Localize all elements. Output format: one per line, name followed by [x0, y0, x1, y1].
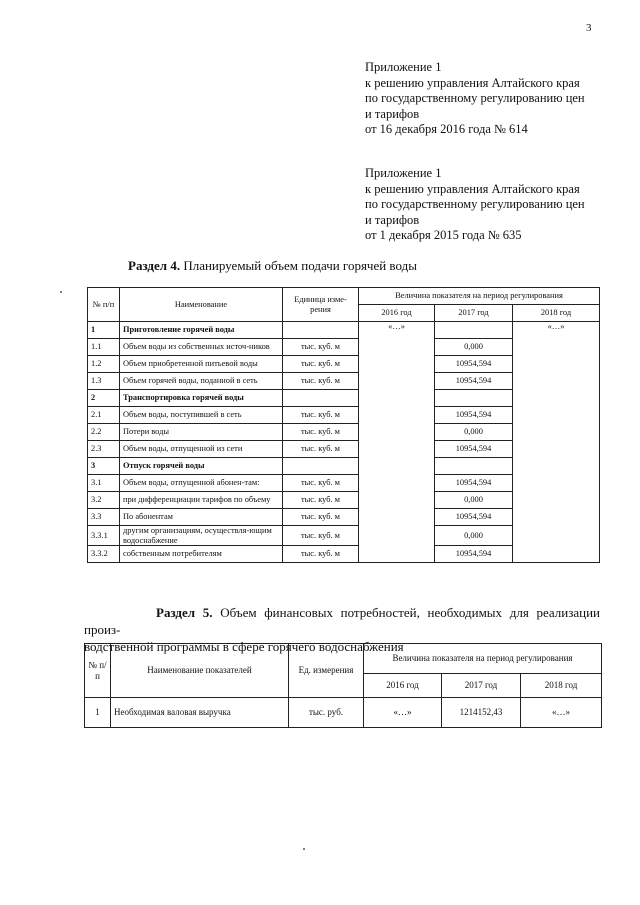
appendix-2-line: от 1 декабря 2015 года № 635 — [365, 228, 522, 242]
appendix-1-line: и тарифов — [365, 106, 420, 121]
appendix-1-line: по государственному регулированию цен — [365, 91, 585, 105]
row-unit: тыс. куб. м — [283, 546, 359, 563]
s5-header-2016: 2016 год — [364, 674, 442, 698]
row-2017-value: 0,000 — [435, 424, 513, 441]
scan-speck — [303, 848, 305, 850]
section-5-heading-line-2: водственной программы в сфере горячего водоснабжения — [84, 639, 404, 654]
header-unit: Единица изме-рения — [283, 288, 359, 322]
appendix-2-line: Приложение 1 — [365, 166, 442, 180]
row-2017-value: 10954,594 — [435, 356, 513, 373]
header-2018: 2018 год — [513, 305, 600, 322]
s5-header-num: № п/п — [85, 644, 111, 698]
row-2017-value: 0,000 — [435, 339, 513, 356]
appendix-header-1 — [365, 60, 585, 138]
row-2017-value — [435, 458, 513, 475]
row-2018-marker: «…» — [513, 322, 600, 563]
row-2017-value: 10954,594 — [435, 441, 513, 458]
row-num: 1.3 — [88, 373, 120, 390]
section-5-table — [84, 643, 602, 728]
row-2016-marker: «…» — [359, 322, 435, 563]
row-num: 3.2 — [88, 492, 120, 509]
row-unit — [283, 390, 359, 407]
section-4-heading: Планируемый объем подачи горячей воды — [183, 258, 417, 273]
s5-row-num: 1 — [85, 698, 111, 728]
s5-row-2017: 1214152,43 — [442, 698, 521, 728]
section-4-table — [87, 287, 600, 563]
row-unit: тыс. куб. м — [283, 373, 359, 390]
row-num: 2.1 — [88, 407, 120, 424]
row-name: Транспортировка горячей воды — [120, 390, 283, 407]
row-num: 3.3 — [88, 509, 120, 526]
header-period: Величина показателя на период регулирования — [359, 288, 600, 305]
row-name: Объем горячей воды, поданной в сеть — [120, 373, 283, 390]
appendix-header-2 — [365, 166, 585, 244]
s5-header-name: Наименование показателей — [111, 644, 289, 698]
appendix-1-line: Приложение 1 — [365, 60, 442, 74]
row-unit: тыс. куб. м — [283, 509, 359, 526]
appendix-2-line: и тарифов — [365, 212, 420, 227]
appendix-1-line: от 16 декабря 2016 года № 614 — [365, 122, 528, 136]
section-4-prefix: Раздел 4. — [128, 258, 181, 273]
header-num: № п/п — [88, 288, 120, 322]
row-2017-value: 10954,594 — [435, 509, 513, 526]
row-num: 3.3.2 — [88, 546, 120, 563]
row-num: 2.3 — [88, 441, 120, 458]
row-name: Потери воды — [120, 424, 283, 441]
scan-speck — [60, 291, 62, 293]
s5-header-unit: Ед. измерения — [289, 644, 364, 698]
row-num: 2 — [88, 390, 120, 407]
s5-row-unit: тыс. руб. — [289, 698, 364, 728]
row-unit: тыс. куб. м — [283, 407, 359, 424]
s5-header-2018: 2018 год — [521, 674, 602, 698]
appendix-1-line: к решению управления Алтайского края — [365, 75, 580, 90]
page-number: 3 — [586, 22, 592, 34]
row-num: 3.1 — [88, 475, 120, 492]
row-name: другим организациям, осуществля-ющим водоснабжение — [120, 526, 283, 546]
row-name: Объем воды, поступившей в сеть — [120, 407, 283, 424]
row-num: 2.2 — [88, 424, 120, 441]
row-num: 1 — [88, 322, 120, 339]
row-name: Приготовление горячей воды — [120, 322, 283, 339]
row-name: Отпуск горячей воды — [120, 458, 283, 475]
section-4-title — [128, 258, 417, 274]
s5-row-2016: «…» — [364, 698, 442, 728]
header-2017: 2017 год — [435, 305, 513, 322]
appendix-2-line: по государственному регулированию цен — [365, 197, 585, 211]
row-name: По абонентам — [120, 509, 283, 526]
row-2017-value: 0,000 — [435, 526, 513, 546]
appendix-2-line: к решению управления Алтайского края — [365, 181, 580, 196]
row-num: 3.3.1 — [88, 526, 120, 546]
row-name: при дифференциации тарифов по объему — [120, 492, 283, 509]
row-unit — [283, 322, 359, 339]
row-unit: тыс. куб. м — [283, 492, 359, 509]
row-name: Объем воды из собственных источ-ников — [120, 339, 283, 356]
section-5-prefix: Раздел 5. — [156, 605, 213, 620]
s5-header-period: Величина показателя на период регулирования — [364, 644, 602, 674]
header-2016: 2016 год — [359, 305, 435, 322]
s5-row-name: Необходимая валовая выручка — [111, 698, 289, 728]
row-name: Объем приобретенной питьевой воды — [120, 356, 283, 373]
row-num: 1.1 — [88, 339, 120, 356]
row-2017-value: 10954,594 — [435, 407, 513, 424]
row-unit: тыс. куб. м — [283, 424, 359, 441]
row-unit: тыс. куб. м — [283, 356, 359, 373]
row-2017-value: 0,000 — [435, 492, 513, 509]
row-num: 1.2 — [88, 356, 120, 373]
row-2017-value: 10954,594 — [435, 373, 513, 390]
table-row — [88, 322, 600, 339]
s5-header-2017: 2017 год — [442, 674, 521, 698]
s5-row-2018: «…» — [521, 698, 602, 728]
row-2017-value — [435, 390, 513, 407]
row-2017-value: 10954,594 — [435, 475, 513, 492]
row-unit: тыс. куб. м — [283, 441, 359, 458]
row-name: собственным потребителям — [120, 546, 283, 563]
row-unit — [283, 458, 359, 475]
row-num: 3 — [88, 458, 120, 475]
row-2017-value: 10954,594 — [435, 546, 513, 563]
row-name: Объем воды, отпущенной из сети — [120, 441, 283, 458]
row-unit: тыс. куб. м — [283, 475, 359, 492]
section-5-heading-line-1: Объем финансовых потребностей, необходимых для реализации произ- — [84, 605, 601, 637]
header-name: Наименование — [120, 288, 283, 322]
row-unit: тыс. куб. м — [283, 339, 359, 356]
row-unit: тыс. куб. м — [283, 526, 359, 546]
row-2017-value — [435, 322, 513, 339]
row-name: Объем воды, отпущенной абонен-там: — [120, 475, 283, 492]
